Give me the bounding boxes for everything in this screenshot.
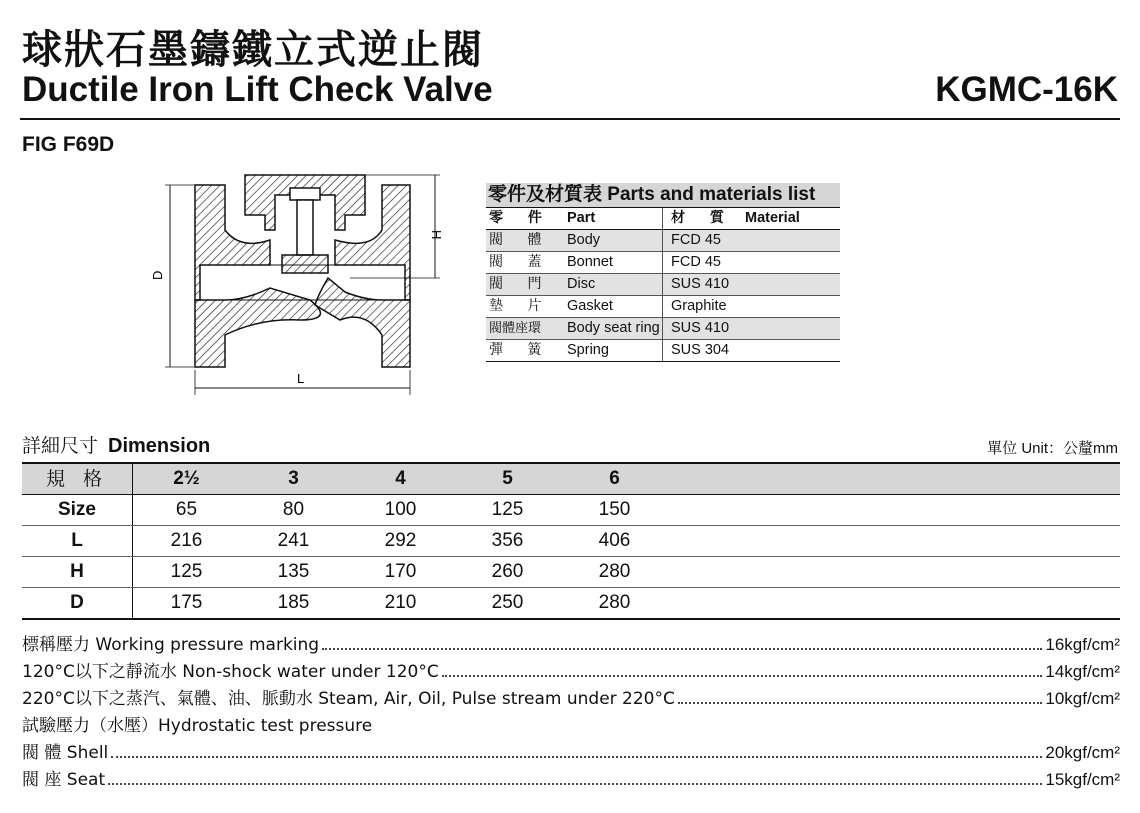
leader-dots: [678, 702, 1042, 704]
leader-dots: [442, 675, 1043, 677]
dimension-table: [22, 462, 1120, 620]
part-name-zh: 閥 蓋: [489, 254, 552, 270]
part-name-zh: 彈 簧: [489, 342, 552, 358]
size-cell: 4: [395, 468, 406, 489]
value-cell: 170: [384, 561, 417, 582]
leader-dots: [322, 648, 1042, 650]
value-cell: 356: [491, 530, 524, 551]
unit-label: 單位 Unit：公釐mm: [987, 440, 1118, 457]
part-name-en: Disc: [567, 276, 596, 292]
note-line: [22, 684, 1120, 711]
value-cell: 216: [170, 530, 203, 551]
value-cell: 65: [175, 499, 198, 520]
right-body-shape: [315, 278, 410, 367]
note-label: 120°C以下之靜流水 Non-shock water under 120°C: [22, 662, 439, 682]
dimension-row: [22, 588, 1120, 620]
note-value: 20kgf/cm²: [1045, 743, 1120, 762]
dimension-row: [22, 495, 1120, 526]
dimension-heading-en: Dimension: [108, 435, 211, 457]
note-value: 14kgf/cm²: [1045, 662, 1120, 681]
parts-row: [486, 318, 840, 340]
part-material: FCD 45: [671, 254, 721, 270]
row-label: L: [22, 526, 133, 556]
part-name-en: Body seat ring: [567, 320, 660, 336]
note-label: 閥 體 Shell: [22, 743, 109, 763]
note-value: 10kgf/cm²: [1045, 689, 1120, 708]
title-chinese: 球狀石墨鑄鐵立式逆止閥: [22, 27, 484, 73]
valve-section-drawing: [150, 170, 450, 400]
pressure-notes: [22, 630, 1120, 792]
size-cell: 5: [502, 468, 513, 489]
value-cell: 280: [598, 561, 631, 582]
value-cell: 175: [170, 592, 203, 613]
part-name-en: Gasket: [567, 298, 613, 314]
note-label: 閥 座 Seat: [22, 770, 106, 790]
value-cell: 406: [598, 530, 631, 551]
dim-label-h: H: [429, 230, 444, 240]
spec-label: 規 格: [22, 464, 133, 494]
part-name-en: Bonnet: [567, 254, 613, 270]
value-cell: 185: [277, 592, 310, 613]
part-name-zh: 閥 體: [489, 232, 552, 248]
note-value: 15kgf/cm²: [1045, 770, 1120, 789]
note-line: [22, 765, 1120, 792]
note-label: 220°C以下之蒸汽、氣體、油、脈動水 Steam, Air, Oil, Pulse stream under 220°C: [22, 689, 675, 709]
value-cell: 241: [277, 530, 310, 551]
value-cell: 250: [491, 592, 524, 613]
size-cell: 2½: [173, 468, 200, 489]
note-label: 標稱壓力 Working pressure marking: [22, 635, 320, 655]
part-name-zh: 閥體座環: [489, 321, 542, 336]
value-cell: 135: [277, 561, 310, 582]
parts-row: [486, 230, 840, 252]
part-material: Graphite: [671, 298, 727, 314]
note-line: [22, 630, 1120, 657]
parts-table-title: 零件及材質表 Parts and materials list: [486, 183, 840, 208]
col-part-en: Part: [567, 210, 596, 226]
stem-cap: [290, 188, 320, 200]
value-cell: 210: [384, 592, 417, 613]
parts-table-header: [486, 208, 840, 230]
note-line: [22, 738, 1120, 765]
value-cell: 280: [598, 592, 631, 613]
part-material: SUS 410: [671, 320, 730, 336]
leader-dots: [111, 756, 1042, 758]
parts-row: [486, 252, 840, 274]
dimension-heading: [22, 431, 210, 458]
parts-row: [486, 340, 840, 362]
col-material-zh: 材 質: [671, 210, 734, 226]
note-label: 試驗壓力（水壓）Hydrostatic test pressure: [22, 716, 373, 736]
row-label: H: [22, 557, 133, 587]
size-cell: 6: [609, 468, 620, 489]
value-cell: 100: [384, 499, 417, 520]
value-cell: 150: [598, 499, 631, 520]
parts-row: [486, 296, 840, 318]
dimension-header-row: [22, 464, 1120, 495]
row-label: D: [22, 588, 133, 618]
title-english: Ductile Iron Lift Check Valve: [22, 70, 493, 109]
part-material: SUS 304: [671, 342, 730, 358]
dim-label-d: D: [150, 270, 165, 280]
col-material-en: Material: [745, 210, 800, 226]
note-value: 16kgf/cm²: [1045, 635, 1120, 654]
part-name-zh: 閥 門: [489, 276, 552, 292]
dimension-heading-zh: 詳細尺寸: [22, 435, 99, 457]
col-part-zh: 零 件: [489, 210, 552, 226]
value-cell: 125: [170, 561, 203, 582]
model-number: KGMC-16K: [935, 70, 1118, 109]
part-material: FCD 45: [671, 232, 721, 248]
part-material: SUS 410: [671, 276, 730, 292]
leader-dots: [108, 783, 1042, 785]
parts-materials-table: [486, 183, 840, 362]
note-line: [22, 657, 1120, 684]
value-cell: 125: [491, 499, 524, 520]
value-cell: 260: [491, 561, 524, 582]
parts-row: [486, 274, 840, 296]
disc: [282, 255, 328, 273]
dim-label-l: L: [297, 371, 305, 386]
disc-stem: [297, 200, 313, 255]
dimension-row: [22, 526, 1120, 557]
note-line: [22, 711, 1120, 738]
part-name-en: Spring: [567, 342, 609, 358]
header-divider: [20, 118, 1120, 120]
part-name-en: Body: [567, 232, 601, 248]
size-cell: 3: [288, 468, 299, 489]
figure-number: FIG F69D: [22, 133, 115, 156]
value-cell: 80: [282, 499, 305, 520]
value-cell: 292: [384, 530, 417, 551]
part-name-zh: 墊 片: [489, 298, 552, 314]
dimension-row: [22, 557, 1120, 588]
row-label: Size: [22, 495, 133, 525]
